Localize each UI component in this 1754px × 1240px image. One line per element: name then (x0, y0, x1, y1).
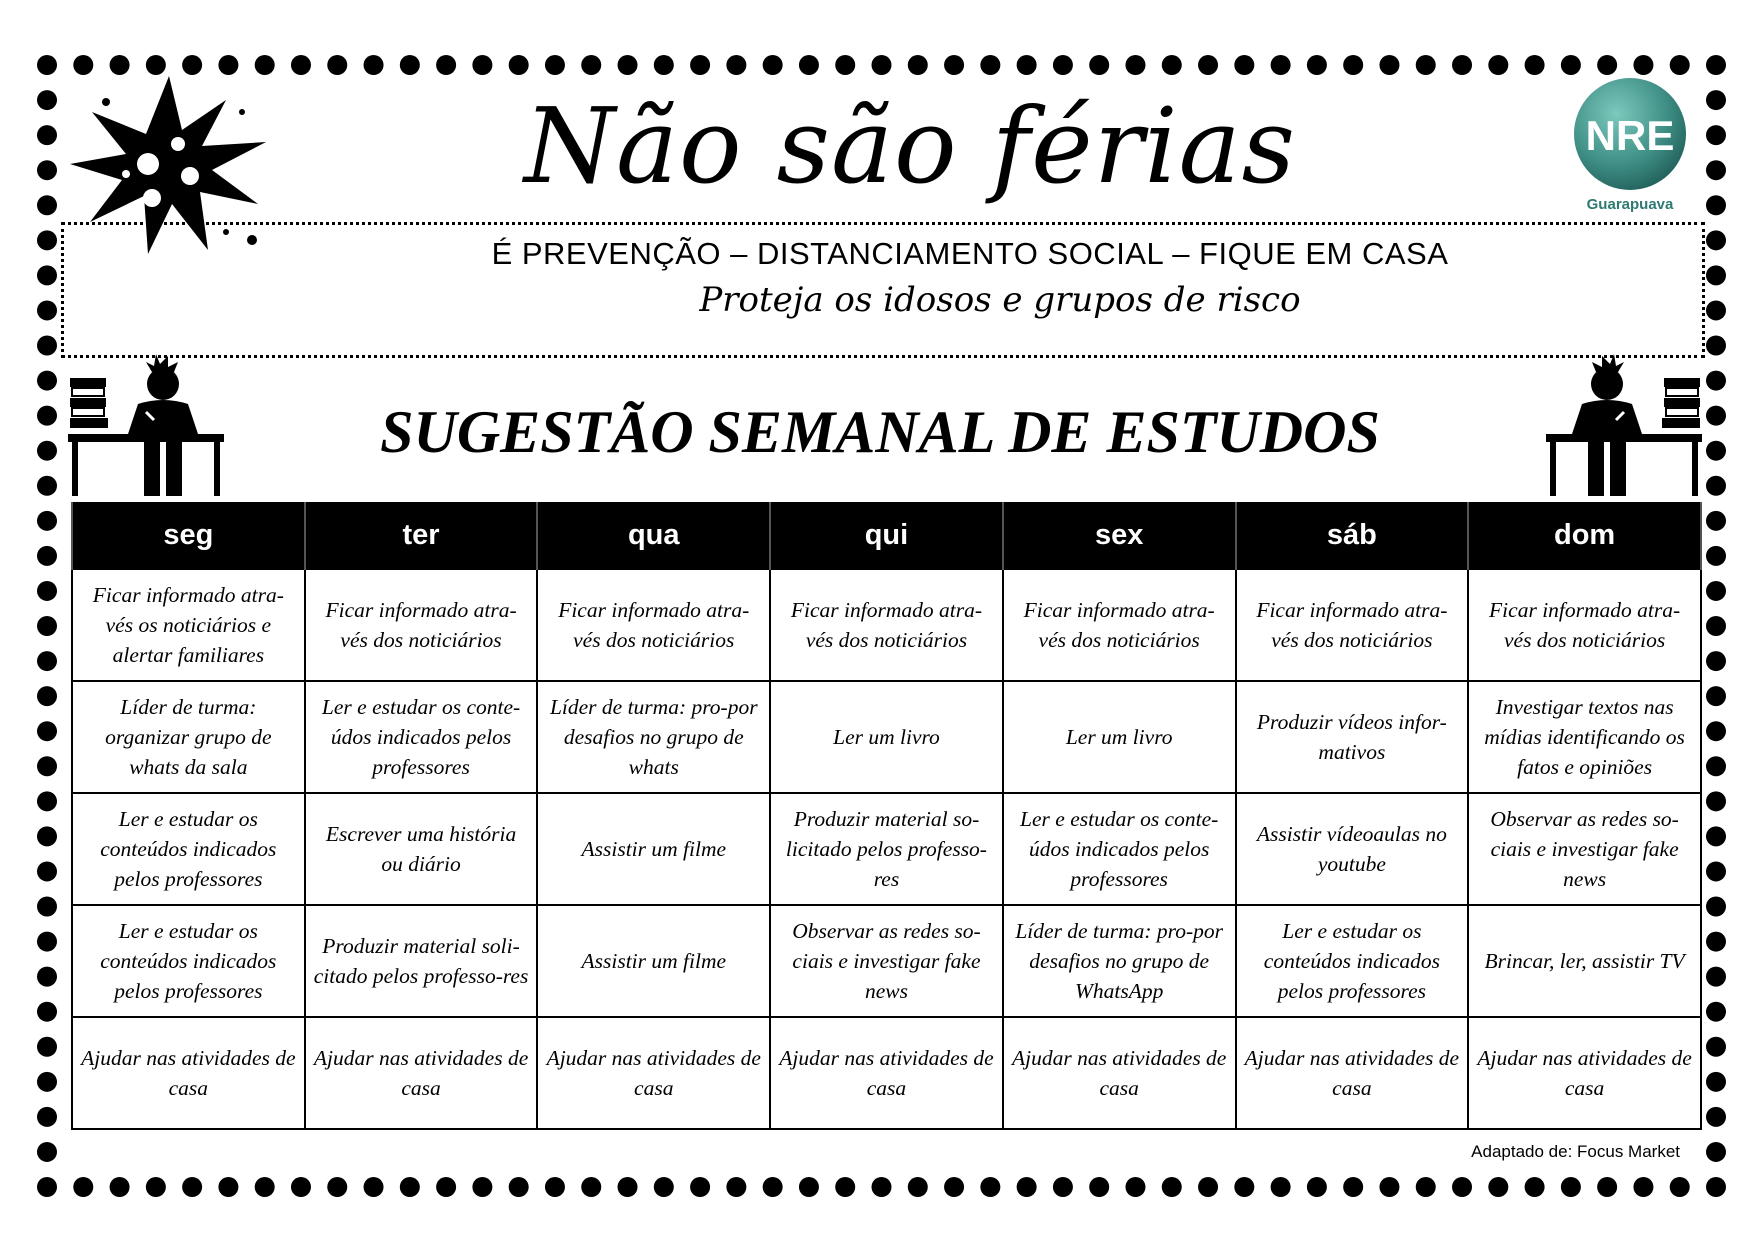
border-dot (690, 1177, 710, 1197)
activity-cell: Líder de turma: organizar grupo de whats da sala (72, 681, 305, 793)
border-dot (37, 1142, 57, 1162)
border-dot (1706, 1072, 1726, 1092)
border-dot (472, 55, 492, 75)
activity-cell: Líder de turma: pro-por desafios no grupo de WhatsApp (1003, 905, 1236, 1017)
border-dot (37, 616, 57, 636)
border-dot (1053, 1177, 1073, 1197)
border-dot (37, 1177, 57, 1197)
border-dot (618, 1177, 638, 1197)
border-dot (1706, 581, 1726, 601)
border-dot (1706, 336, 1726, 356)
border-dot (545, 55, 565, 75)
border-dot (37, 932, 57, 952)
border-dot (1706, 861, 1726, 881)
day-header: sex (1003, 502, 1236, 569)
activity-cell: Líder de turma: pro-por desafios no grupo de whats (537, 681, 770, 793)
activity-cell: Ler e estudar os conte-údos indicados pelos professores (1003, 793, 1236, 905)
activity-cell: Produzir material soli-citado pelos professo-res (305, 905, 538, 1017)
schedule-heading: SUGESTÃO SEMANAL DE ESTUDOS (380, 399, 1380, 465)
border-dot (1416, 1177, 1436, 1197)
border-dot (37, 861, 57, 881)
border-dot (327, 1177, 347, 1197)
svg-text:NRE: NRE (1585, 112, 1675, 159)
table-row (72, 793, 1701, 905)
border-dot (37, 406, 57, 426)
activity-cell: Ajudar nas atividades de casa (72, 1017, 305, 1129)
border-dot (944, 55, 964, 75)
border-dot (726, 55, 746, 75)
border-dot (1089, 1177, 1109, 1197)
activity-cell: Assistir um filme (537, 905, 770, 1017)
border-dot (37, 160, 57, 180)
day-header: seg (72, 502, 305, 569)
table-row (72, 1017, 1701, 1129)
border-dot (37, 476, 57, 496)
border-dot (37, 55, 57, 75)
activity-cell: Ficar informado atra-vés dos noticiários (770, 569, 1003, 681)
border-dot (1706, 616, 1726, 636)
border-dot (763, 1177, 783, 1197)
border-dot (1271, 55, 1291, 75)
border-dot (799, 1177, 819, 1197)
border-dot (1198, 55, 1218, 75)
border-dot (37, 756, 57, 776)
border-dot (1561, 1177, 1581, 1197)
day-header-row (72, 502, 1701, 569)
border-dot (581, 55, 601, 75)
activity-cell: Ficar informado atra-vés dos noticiários (537, 569, 770, 681)
border-dot (255, 1177, 275, 1197)
border-dot (872, 55, 892, 75)
activity-cell: Assistir um filme (537, 793, 770, 905)
border-dot (1053, 55, 1073, 75)
border-dot (1706, 1142, 1726, 1162)
border-dot (37, 826, 57, 846)
border-dot (1706, 826, 1726, 846)
activity-cell: Ajudar nas atividades de casa (305, 1017, 538, 1129)
activity-cell: Ficar informado atra-vés dos noticiários (305, 569, 538, 681)
table-row (72, 681, 1701, 793)
activity-cell: Ficar informado atra-vés dos noticiários (1468, 569, 1701, 681)
border-dot (1488, 55, 1508, 75)
activity-cell: Ler um livro (770, 681, 1003, 793)
border-dot (37, 546, 57, 566)
day-header: qua (537, 502, 770, 569)
student-studying-icon-right (1546, 350, 1702, 496)
border-dot (509, 1177, 529, 1197)
border-dot (37, 300, 57, 320)
border-dot (1525, 1177, 1545, 1197)
border-dot (1706, 546, 1726, 566)
border-dot (581, 1177, 601, 1197)
border-dot (799, 55, 819, 75)
day-header: qui (770, 502, 1003, 569)
border-dot (37, 967, 57, 987)
border-dot (1343, 1177, 1363, 1197)
border-dot (37, 1107, 57, 1127)
border-dot (1706, 195, 1726, 215)
activity-cell: Ler e estudar os conteúdos indicados pelos professores (72, 793, 305, 905)
border-dot (37, 511, 57, 531)
border-dot (1706, 1002, 1726, 1022)
activity-cell: Observar as redes so-ciais e investigar fake news (770, 905, 1003, 1017)
border-dot (110, 1177, 130, 1197)
border-dot (1379, 55, 1399, 75)
border-dot (436, 55, 456, 75)
activity-cell: Observar as redes so-ciais e investigar fake news (1468, 793, 1701, 905)
activity-cell: Ajudar nas atividades de casa (1236, 1017, 1469, 1129)
day-header: ter (305, 502, 538, 569)
border-dot (1706, 55, 1726, 75)
border-dot (509, 55, 529, 75)
day-header: dom (1468, 502, 1701, 569)
border-dot (1633, 1177, 1653, 1197)
border-dot (1670, 1177, 1690, 1197)
border-dot (1633, 55, 1653, 75)
border-dot (690, 55, 710, 75)
border-dot (1706, 230, 1726, 250)
credit-line: Adaptado de: Focus Market (1471, 1142, 1680, 1161)
border-dot (835, 55, 855, 75)
border-dot (908, 55, 928, 75)
border-dot (472, 1177, 492, 1197)
border-dot (1706, 90, 1726, 110)
activity-cell: Brincar, ler, assistir TV (1468, 905, 1701, 1017)
weekly-schedule-table (71, 502, 1702, 1130)
border-dot (37, 897, 57, 917)
activity-cell: Investigar textos nas mídias identificando os fatos e opiniões (1468, 681, 1701, 793)
border-dot (1706, 897, 1726, 917)
border-dot (1307, 55, 1327, 75)
border-dot (1706, 791, 1726, 811)
border-dot (1125, 1177, 1145, 1197)
border-dot (763, 55, 783, 75)
protect-line: Proteja os idosos e grupos de risco (699, 280, 1301, 320)
border-dot (1706, 1037, 1726, 1057)
border-dot (436, 1177, 456, 1197)
border-dot (37, 1037, 57, 1057)
border-dot (908, 1177, 928, 1197)
border-dot (37, 791, 57, 811)
border-dot (835, 1177, 855, 1197)
border-dot (37, 441, 57, 461)
border-dot (37, 336, 57, 356)
border-dot (1416, 55, 1436, 75)
activity-cell: Ficar informado atra-vés os noticiários e alertar familiares (72, 569, 305, 681)
border-dot (654, 1177, 674, 1197)
border-dot (327, 55, 347, 75)
border-dot (37, 195, 57, 215)
border-dot (1561, 55, 1581, 75)
activity-cell: Ler e estudar os conteúdos indicados pelos professores (72, 905, 305, 1017)
border-dot (291, 55, 311, 75)
border-dot (37, 581, 57, 601)
border-dot (1017, 1177, 1037, 1197)
activity-cell: Assistir vídeoaulas no youtube (1236, 793, 1469, 905)
border-dot (37, 1072, 57, 1092)
activity-cell: Ajudar nas atividades de casa (537, 1017, 770, 1129)
border-dot (1162, 1177, 1182, 1197)
border-dot (1706, 441, 1726, 461)
border-dot (1706, 160, 1726, 180)
activity-cell: Ficar informado atra-vés dos noticiários (1003, 569, 1236, 681)
table-row (72, 569, 1701, 681)
border-dot (1706, 1107, 1726, 1127)
border-dot (1706, 300, 1726, 320)
border-dot (1525, 55, 1545, 75)
border-dot (1271, 1177, 1291, 1197)
table-row (72, 905, 1701, 1017)
border-dot (1706, 476, 1726, 496)
border-dot (1706, 406, 1726, 426)
activity-cell: Ler um livro (1003, 681, 1236, 793)
border-dot (980, 55, 1000, 75)
border-dot (1234, 55, 1254, 75)
activity-cell: Ler e estudar os conteúdos indicados pelos professores (1236, 905, 1469, 1017)
border-dot (1706, 756, 1726, 776)
border-dot (1670, 55, 1690, 75)
border-dot (1706, 265, 1726, 285)
border-dot (37, 721, 57, 741)
activity-cell: Produzir material so-licitado pelos professo-res (770, 793, 1003, 905)
border-dot (218, 1177, 238, 1197)
border-dot (1452, 55, 1472, 75)
border-dot (1706, 686, 1726, 706)
border-dot (73, 1177, 93, 1197)
border-dot (545, 1177, 565, 1197)
nre-logo (1562, 76, 1698, 216)
border-dot (1017, 55, 1037, 75)
svg-text:Guarapuava: Guarapuava (1586, 196, 1674, 213)
border-dot (1597, 1177, 1617, 1197)
border-dot (1125, 55, 1145, 75)
border-dot (364, 55, 384, 75)
border-dot (980, 1177, 1000, 1197)
border-dot (1234, 1177, 1254, 1197)
prevention-line: É PREVENÇÃO – DISTANCIAMENTO SOCIAL – FIQUE EM CASA (491, 236, 1449, 271)
border-dot (146, 1177, 166, 1197)
border-dot (1706, 721, 1726, 741)
activity-cell: Ler e estudar os conte-údos indicados pelos professores (305, 681, 538, 793)
border-dot (364, 1177, 384, 1197)
border-dot (1706, 511, 1726, 531)
border-dot (1706, 125, 1726, 145)
activity-cell: Ajudar nas atividades de casa (1468, 1017, 1701, 1129)
student-studying-icon (68, 350, 224, 496)
border-dot (1379, 1177, 1399, 1197)
border-dot (726, 1177, 746, 1197)
border-dot (1706, 371, 1726, 391)
border-dot (37, 125, 57, 145)
border-dot (37, 230, 57, 250)
border-dot (291, 1177, 311, 1197)
border-dot (182, 1177, 202, 1197)
border-dot (1706, 967, 1726, 987)
border-dot (37, 371, 57, 391)
border-dot (1706, 651, 1726, 671)
border-dot (37, 1002, 57, 1022)
border-dot (1343, 55, 1363, 75)
page-title: Não são férias (523, 85, 1297, 207)
border-dot (618, 55, 638, 75)
border-dot (1488, 1177, 1508, 1197)
border-dot (37, 265, 57, 285)
activity-cell: Ajudar nas atividades de casa (1003, 1017, 1236, 1129)
activity-cell: Ajudar nas atividades de casa (770, 1017, 1003, 1129)
border-dot (37, 651, 57, 671)
activity-cell: Produzir vídeos infor-mativos (1236, 681, 1469, 793)
border-dot (1307, 1177, 1327, 1197)
border-dot (1706, 1177, 1726, 1197)
border-dot (1198, 1177, 1218, 1197)
border-dot (400, 55, 420, 75)
border-dot (1452, 1177, 1472, 1197)
border-dot (37, 686, 57, 706)
border-dot (654, 55, 674, 75)
border-dot (1162, 55, 1182, 75)
day-header: sáb (1236, 502, 1469, 569)
border-dot (37, 90, 57, 110)
activity-cell: Escrever uma história ou diário (305, 793, 538, 905)
border-dot (1089, 55, 1109, 75)
border-dot (872, 1177, 892, 1197)
border-dot (944, 1177, 964, 1197)
border-dot (1706, 932, 1726, 952)
border-dot (1597, 55, 1617, 75)
border-dot (400, 1177, 420, 1197)
activity-cell: Ficar informado atra-vés dos noticiários (1236, 569, 1469, 681)
